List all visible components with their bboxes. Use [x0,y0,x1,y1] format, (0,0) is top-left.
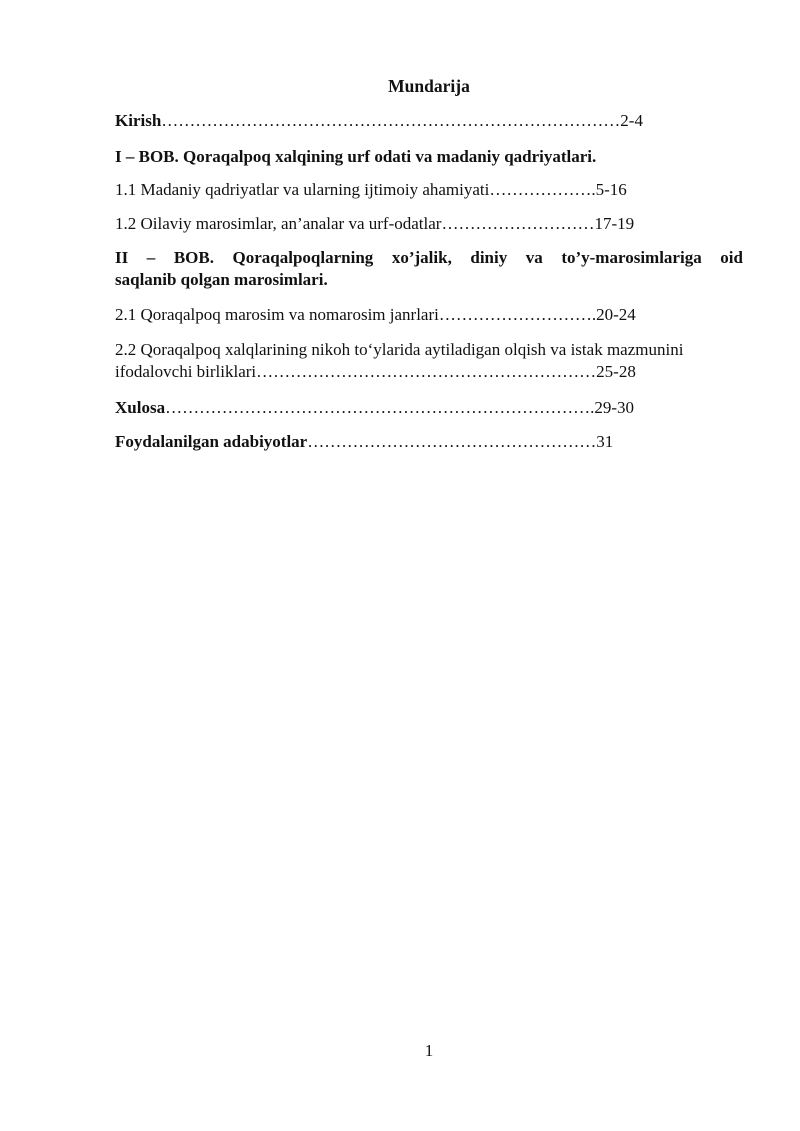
toc-entry-1-1 [115,179,627,201]
heading-word: BOB. [173,248,214,267]
toc-entry-2-2-line1 [115,339,683,361]
heading-word: to’y-marosimlariga [561,248,702,267]
toc-entry-label: ifodalovchi birliklari [115,362,257,381]
toc-entry-label: 1.2 Oilaviy marosimlar, an’analar va urf-odatlar [115,214,442,233]
heading-word: II [115,248,129,267]
toc-entry-dots: …………………………………………………………………. [165,398,595,417]
toc-entry-2-1 [115,304,636,326]
toc-entry-label: I – BOB. Qoraqalpoq xalqining urf odati va madaniy qadriyatlari. [115,147,597,166]
toc-entry-1-2 [115,213,634,235]
page-title: Mundarija [388,76,470,96]
toc-entry-dots: ……………………… [441,214,595,233]
toc-entry-pages: 31 [596,432,614,451]
toc-entry-pages: 29-30 [594,398,634,417]
toc-entry-xulosa [115,397,634,419]
heading-word: – [146,248,156,267]
toc-entry-label: saqlanib qolgan marosimlari. [115,270,328,289]
toc-entry-dots: ………………………. [438,305,597,324]
toc-entry-label: 1.1 Madaniy qadriyatlar va ularning ijtimoiy ahamiyati [115,180,490,199]
toc-entry-dots: …………………………………………… [307,432,597,451]
toc-entry-adabiyotlar [115,431,613,453]
toc-entry-label: 2.1 Qoraqalpoq marosim va nomarosim janrlari [115,305,439,324]
heading-word: Qoraqalpoqlarning [232,248,374,267]
heading-word: xo’jalik, [391,248,452,267]
toc-entry-pages: 20-24 [596,305,636,324]
page-number: 1 [424,1041,434,1060]
toc-entry-pages: 17-19 [594,214,635,233]
toc-entry-label: Xulosa [115,398,166,417]
toc-entry-2-2-line2 [115,361,636,383]
toc-entry-label: Kirish [115,111,162,130]
toc-entry-label: Foydalanilgan adabiyotlar [115,432,308,451]
heading-word: diniy [470,248,508,267]
heading-word: va [525,248,543,267]
toc-chapter-2-heading-line1 [115,247,743,269]
toc-entry-dots: ………………. [489,180,596,199]
toc-chapter-2-heading-line2 [115,269,328,291]
toc-entry-dots: ……………………………………………………………………… [161,111,621,130]
toc-entry-kirish [115,110,643,132]
toc-entry-label: 2.2 Qoraqalpoq xalqlarining nikoh to‘ylarida aytiladigan olqish va istak mazmunini [115,340,684,359]
toc-entry-pages: 2-4 [620,111,643,130]
toc-entry-dots: …………………………………………………… [256,362,597,381]
toc-chapter-1-heading [115,146,596,168]
heading-word: oid [720,248,743,267]
toc-entry-pages: 25-28 [596,362,636,381]
toc-entry-pages: 5-16 [595,180,627,199]
